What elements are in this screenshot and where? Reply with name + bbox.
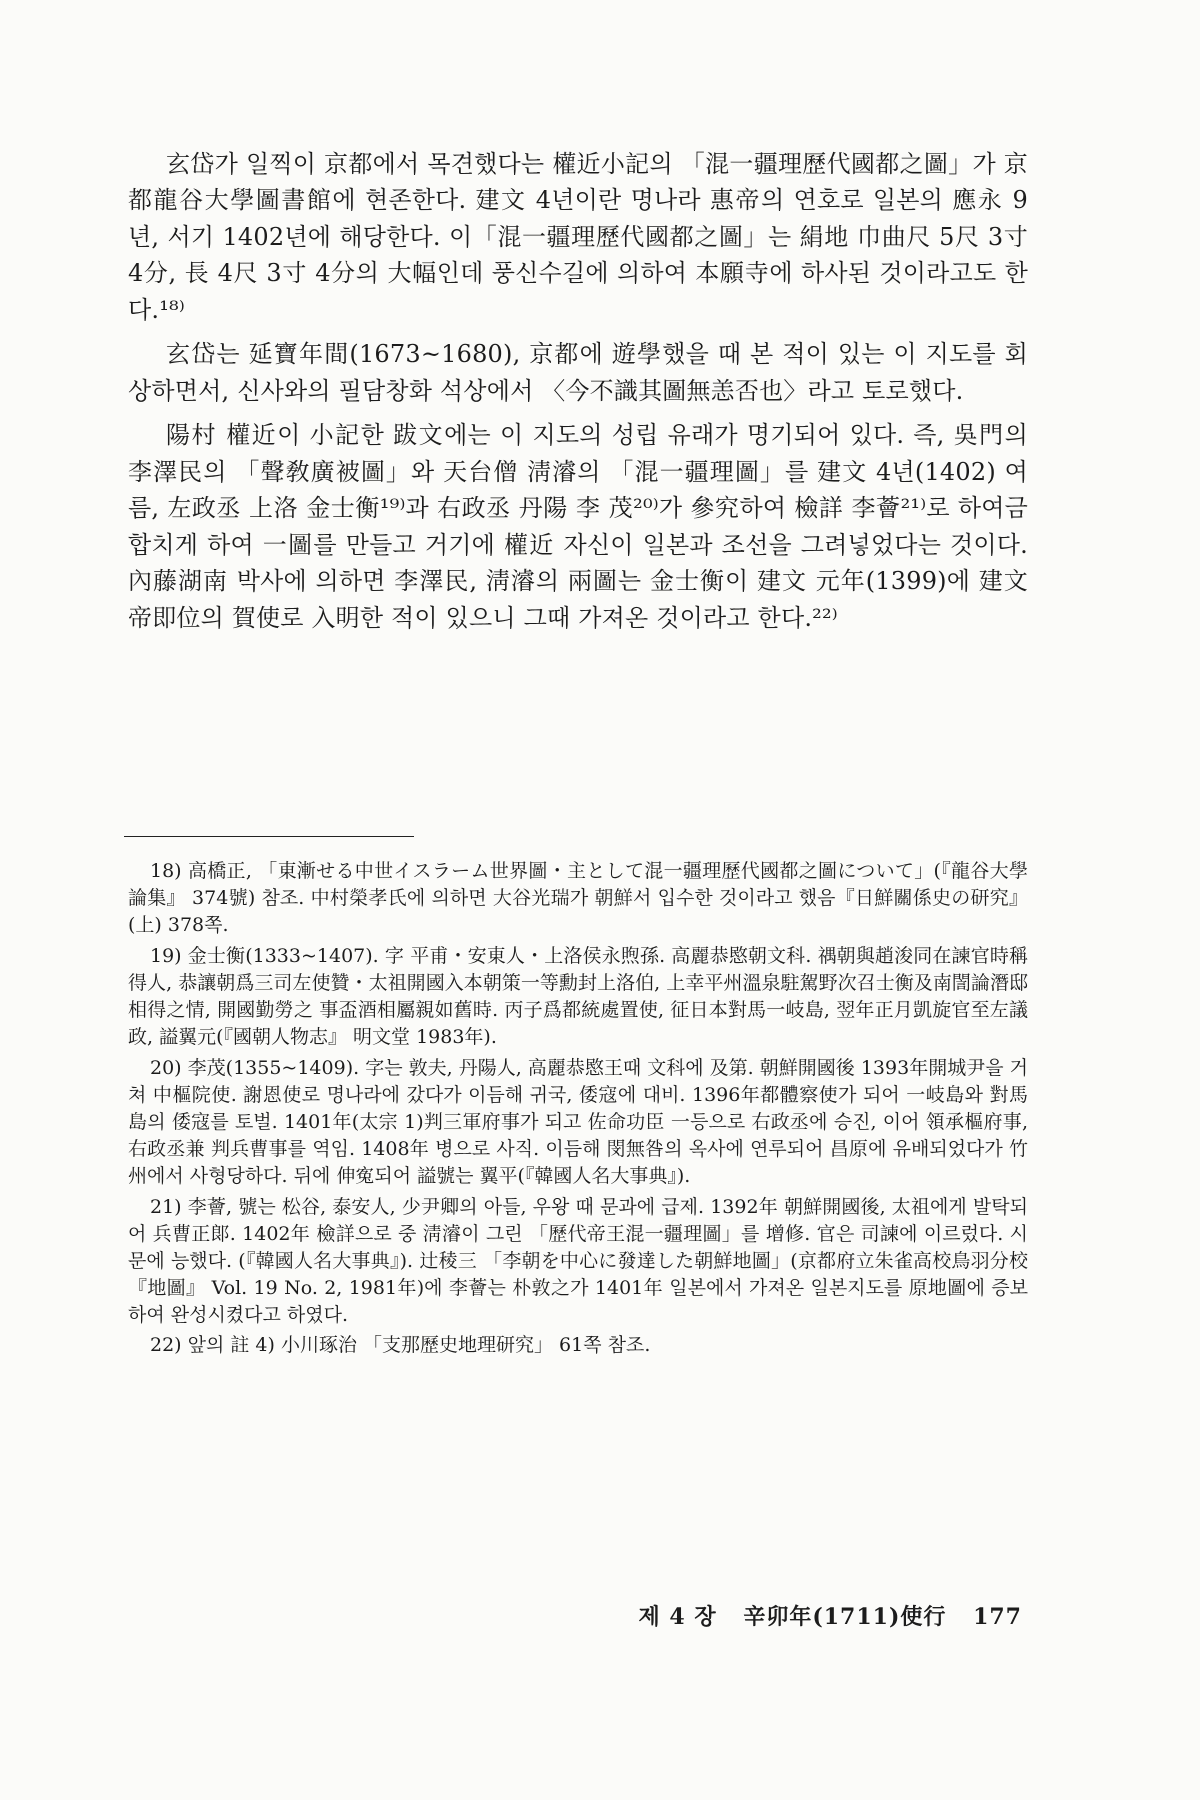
footnote-21: 21) 李薈, 號는 松谷, 泰安人, 少尹卿의 아들, 우왕 때 문과에 급제. 1392年 朝鮮開國後, 太祖에게 발탁되어 兵曹正郞. 1402年 檢詳으로 중 淸濬이 그린 「歷代帝王混一疆理圖」를 增修. 官은 司諫에 이르렀다. 시문에 능했다. (『韓國人名大事典』). 辻稜三 「李朝を中心に發達した朝鮮地圖」(京都府立朱雀高校鳥羽分校 『地圖』 Vol. 19 No. 2, 1981年)에 李薈는 朴敦之가 1401年 일본에서 가져온 일본지도를 原地圖에 증보하여 완성시켰다고 하였다. bbox=[128, 1195, 1028, 1326]
page-number: 177 bbox=[973, 1604, 1022, 1630]
footnote-20: 20) 李茂(1355~1409). 字는 敦夫, 丹陽人, 高麗恭愍王때 文科에 及第. 朝鮮開國後 1393年開城尹을 거쳐 中樞院使. 謝恩使로 명나라에 갔다가 이듬해 귀국, 倭寇에 대비. 1396年都體察使가 되어 一岐島와 對馬島의 倭寇를 토벌. 1401年(太宗 1)判三軍府事가 되고 佐命功臣 一등으로 右政丞에 승진, 이어 領承樞府事, 右政丞兼 判兵曹事를 역임. 1408年 병으로 사직. 이듬해 閔無咎의 옥사에 연루되어 昌原에 유배되었다가 竹州에서 사형당하다. 뒤에 伸寃되어 謚號는 翼平(『韓國人名大事典』). bbox=[128, 1056, 1028, 1187]
paragraph-3: 陽村 權近이 小記한 跋文에는 이 지도의 성립 유래가 명기되어 있다. 즉, 吳門의 李澤民의 「聲敎廣被圖」와 天台僧 淸濬의 「混一疆理圖」를 建文 4년(1402) 여름, 左政丞 上洛 金士衡¹⁹⁾과 右政丞 丹陽 李 茂²⁰⁾가 參究하여 檢詳 李薈²¹⁾로 하여금 합치게 하여 一圖를 만들고 거기에 權近 자신이 일본과 조선을 그려넣었다는 것이다. 內藤湖南 박사에 의하면 李澤民, 淸濬의 兩圖는 金士衡이 建文 元年(1399)에 建文帝即位의 賀使로 入明한 적이 있으니 그때 가져온 것이라고 한다.²²⁾ bbox=[128, 421, 1028, 632]
chapter-title: 辛卯年(1711)使行 bbox=[743, 1604, 947, 1630]
running-footer bbox=[621, 1600, 1022, 1631]
footnote-22: 22) 앞의 註 4) 小川琢治 「支那歷史地理研究」 61쪽 참조. bbox=[150, 1334, 651, 1357]
paragraph-2: 玄岱는 延寶年間(1673~1680), 京都에 遊學했을 때 본 적이 있는 이 지도를 회상하면서, 신사와의 필담창화 석상에서 〈今不識其圖無恙否也〉라고 토로했다. bbox=[128, 340, 1028, 405]
main-text bbox=[128, 146, 1028, 644]
footnote-divider bbox=[124, 836, 414, 837]
chapter-label: 제 4 장 bbox=[638, 1604, 717, 1630]
footnote-19: 19) 金士衡(1333~1407). 字 平甫・安東人・上洛侯永煦孫. 高麗恭愍朝文科. 禑朝與趙浚同在諫官時稱得人, 恭讓朝爲三司左使贊・太祖開國入本朝策一等勳封上洛伯, 上幸平州溫泉駐駕野次召士衡及南誾論潛邸相得之情, 開國勤勞之 事盃酒相屬親如舊時. 丙子爲都統處置使, 征日本對馬一岐島, 翌年正月凱旋官至左議政, 謚翼元(『國朝人物志』 明文堂 1983年). bbox=[128, 944, 1028, 1048]
paragraph-1: 玄岱가 일찍이 京都에서 목견했다는 權近小記의 「混一疆理歷代國都之圖」가 京都龍谷大學圖書館에 현존한다. 建文 4년이란 명나라 惠帝의 연호로 일본의 應永 9년, 서기 1402년에 해당한다. 이「混一疆理歷代國都之圖」는 絹地 巾曲尺 5尺 3寸 4分, 長 4尺 3寸 4分의 大幅인데 풍신수길에 의하여 本願寺에 하사된 것이라고도 한다.¹⁸⁾ bbox=[128, 150, 1028, 324]
footnote-18: 18) 高橋正, 「東漸せる中世イスラーム世界圖・主として混一疆理歷代國都之圖について」(『龍谷大學論集』 374號) 참조. 中村榮孝氏에 의하면 大谷光瑞가 朝鮮서 입수한 것이라고 했음『日鮮關係史の研究』(上) 378쪽. bbox=[128, 860, 1028, 936]
footnotes bbox=[128, 858, 1028, 1363]
